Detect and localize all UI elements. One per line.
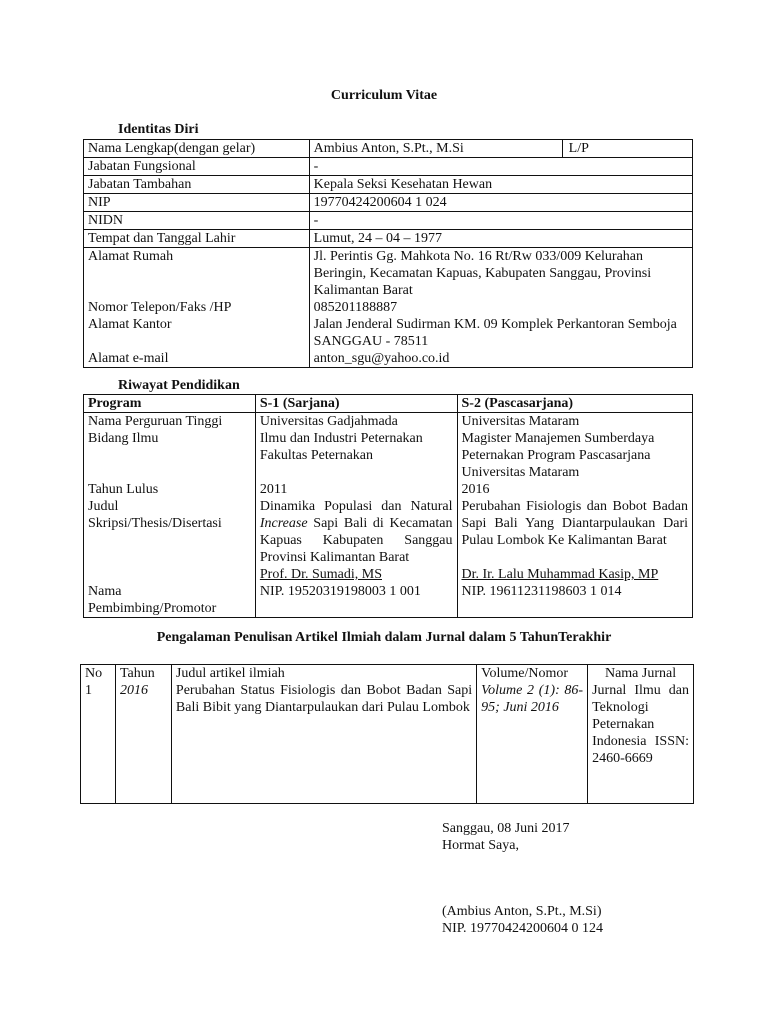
header-tahun: Tahun [119, 666, 155, 681]
label-cell [84, 248, 310, 368]
table-row [81, 665, 694, 804]
label-cell: Jabatan Tambahan [84, 176, 310, 194]
s1-column [255, 413, 457, 618]
full-name: Ambius Anton, S.Pt., M.Si [313, 141, 464, 156]
document-title: Curriculum Vitae [330, 88, 438, 103]
value-cell [309, 248, 692, 368]
table-row [84, 230, 693, 248]
label-perguruan: Nama Perguruan Tinggi [88, 414, 223, 429]
s1-nip: NIP. 19520319198003 1 001 [259, 584, 421, 599]
value-cell: - [309, 158, 692, 176]
artikel-table [80, 664, 694, 804]
header-no: No [85, 666, 103, 681]
value-cell: Lumut, 24 – 04 – 1977 [309, 230, 692, 248]
table-row [84, 413, 693, 618]
s2-judul: Perubahan Fisiologis dan Bobot Badan Sapi Bali Yang Diantarpulaukan Dari Pulau Lombok Ke Kalimantan Barat [461, 499, 688, 548]
tahun-cell [115, 665, 171, 804]
identitas-heading: Identitas Diri [118, 122, 199, 137]
signature-place-date: Sanggau, 08 Juni 2017 [442, 821, 570, 836]
gender-field: L/P [562, 140, 589, 157]
header-jurnal: Nama Jurnal [604, 666, 677, 681]
row-tahun: 2016 [119, 683, 148, 698]
table-row [84, 248, 693, 368]
s1-judul [260, 498, 453, 566]
judul-cell [171, 665, 476, 804]
label-tahun: Tahun Lulus [88, 482, 159, 497]
volume-cell [477, 665, 588, 804]
s1-tahun: 2011 [259, 482, 288, 497]
s1-judul-part: Dinamika Populasi dan Natural [259, 499, 453, 514]
label-judul-2: Skripsi/Thesis/Disertasi [88, 516, 222, 531]
pendidikan-heading: Riwayat Pendidikan [118, 378, 240, 393]
home-address-label: Alamat Rumah [88, 249, 174, 264]
office-address-value: Jalan Jenderal Sudirman KM. 09 Komplek Perkantoran Semboja SANGGAU - 78511 [313, 317, 677, 349]
artikel-heading: Pengalaman Penulisan Artikel Ilmiah dalam Jurnal dalam 5 TahunTerakhir [156, 630, 612, 645]
signature-name: (Ambius Anton, S.Pt., M.Si) [442, 904, 602, 919]
label-bidang: Bidang Ilmu [88, 431, 159, 446]
table-header-row [84, 395, 693, 413]
signature-greeting: Hormat Saya, [442, 838, 519, 853]
s2-bidang: Magister Manajemen Sumberdaya Peternakan Program Pascasarjana Universitas Mataram [461, 431, 655, 480]
home-address-value: Jl. Perintis Gg. Mahkota No. 16 Rt/Rw 033/009 Kelurahan Beringin, Kecamatan Kapuas, Kabupaten Sanggau, Provinsi Kalimantan Barat [313, 249, 652, 298]
label-judul: Judul [88, 499, 119, 514]
label-cell: Tempat dan Tanggal Lahir [84, 230, 310, 248]
identitas-table [83, 139, 693, 368]
table-row [84, 140, 693, 158]
row-volume: Volume 2 (1): 86-95; Juni 2016 [481, 683, 584, 715]
row-jurnal: Jurnal Ilmu dan Teknologi Peternakan Indonesia ISSN: 2460-6669 [592, 683, 689, 766]
label-pembimbing-2: Pembimbing/Promotor [88, 601, 217, 616]
label-pembimbing: Nama [88, 584, 122, 599]
table-row [84, 194, 693, 212]
value-cell: Kepala Seksi Kesehatan Hewan [309, 176, 692, 194]
label-cell: NIDN [84, 212, 310, 230]
no-cell [81, 665, 116, 804]
header-judul: Judul artikel ilmiah [175, 666, 285, 681]
value-cell [309, 140, 692, 158]
phone-label: Nomor Telepon/Faks /HP [88, 300, 232, 315]
email-value: anton_sgu@yahoo.co.id [313, 351, 450, 366]
email-label: Alamat e-mail [88, 351, 169, 366]
office-address-label: Alamat Kantor [88, 317, 172, 332]
value-cell: 19770424200604 1 024 [309, 194, 692, 212]
header-volume: Volume/Nomor [481, 666, 569, 681]
s1-fakultas: Fakultas Peternakan [259, 448, 374, 463]
header-s2: S-2 (Pascasarjana) [457, 395, 693, 413]
s2-nip: NIP. 19611231198603 1 014 [461, 584, 622, 599]
signature-nip: NIP. 19770424200604 0 124 [442, 921, 604, 936]
s1-judul-part: Sapi Bali di Kecamatan Kapuas Kabupaten Sanggau Provinsi Kalimantan Barat [259, 516, 453, 565]
label-column [84, 413, 256, 618]
label-cell: Nama Lengkap(dengan gelar) [84, 140, 310, 158]
phone-value: 085201188887 [313, 300, 398, 315]
label-cell: NIP [84, 194, 310, 212]
s2-column [457, 413, 693, 618]
pendidikan-table [83, 394, 693, 618]
header-program: Program [84, 395, 256, 413]
header-s1: S-1 (Sarjana) [255, 395, 457, 413]
s1-judul-italic: Increase [259, 516, 308, 531]
s1-bidang: Ilmu dan Industri Peternakan [259, 431, 423, 446]
jurnal-cell [588, 665, 694, 804]
value-cell: - [309, 212, 692, 230]
s2-pembimbing: Dr. Ir. Lalu Muhammad Kasip, MP [461, 567, 659, 582]
s2-perguruan: Universitas Mataram [461, 414, 580, 429]
s2-tahun: 2016 [461, 482, 490, 497]
table-row [84, 158, 693, 176]
label-cell: Jabatan Fungsional [84, 158, 310, 176]
row-judul: Perubahan Status Fisiologis dan Bobot Badan Sapi Bali Bibit yang Diantarpulaukan dari Pulau Lombok [175, 683, 473, 715]
s1-pembimbing: Prof. Dr. Sumadi, MS [259, 567, 382, 582]
table-row [84, 212, 693, 230]
row-no: 1 [85, 683, 92, 698]
table-row [84, 176, 693, 194]
s1-perguruan: Universitas Gadjahmada [259, 414, 398, 429]
